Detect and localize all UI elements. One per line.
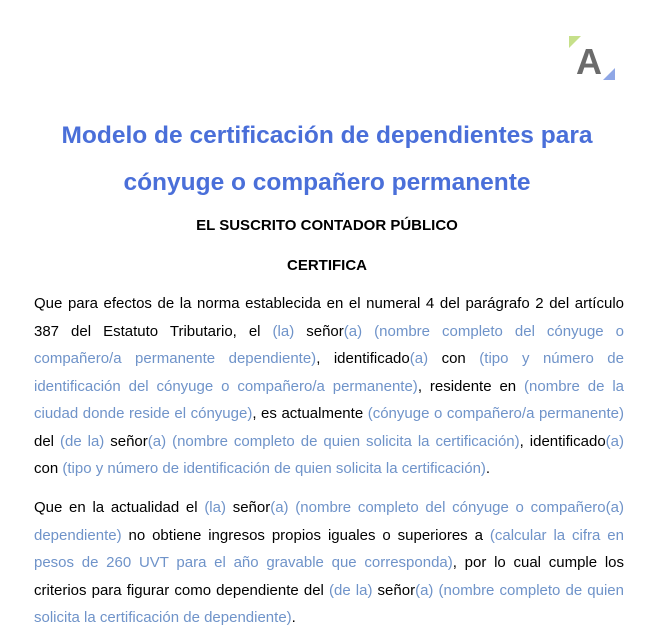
placeholder-text: (la)	[272, 322, 295, 340]
placeholder-text: (a)	[147, 432, 167, 450]
brand-logo-icon	[567, 34, 617, 82]
text-segment: con	[34, 460, 63, 477]
text-segment: .	[291, 609, 296, 626]
text-segment: .	[485, 460, 491, 477]
placeholder-text: (nombre completo del cónyuge o compañero(a) dependiente)	[34, 499, 624, 544]
certifica-heading: CERTIFICA	[287, 257, 367, 274]
text-segment	[362, 323, 374, 340]
placeholder-text: (nombre completo de quien solicita la certificación de dependiente)	[34, 581, 624, 626]
placeholder-text: (a)	[270, 499, 289, 516]
text-segment: señor	[104, 432, 148, 450]
placeholder-text: (nombre completo del cónyuge o compañero/a permanente dependiente)	[34, 322, 624, 367]
text-segment: , residente en	[417, 377, 525, 395]
text-segment: , identificado	[519, 432, 606, 450]
text-segment: señor	[225, 499, 271, 516]
text-segment: del	[34, 432, 60, 450]
placeholder-text: (tipo y número de identificación de quien solicita la certificación)	[62, 460, 486, 477]
placeholder-text: (tipo y número de identificación del cónyuge o compañero/a permanente)	[34, 350, 624, 395]
brand-logo	[567, 34, 617, 82]
placeholder-text: (calcular la cifra en pesos de 260 UVT para el año gravable que corresponda)	[34, 526, 624, 571]
subtitle-heading: EL SUSCRITO CONTADOR PÚBLICO	[196, 217, 458, 234]
placeholder-text: (a)	[409, 350, 429, 367]
placeholder-text: (de la)	[59, 432, 105, 450]
placeholder-text: (a)	[415, 581, 434, 599]
title-line-2: cónyuge o compañero permanente	[123, 169, 531, 196]
placeholder-text: (la)	[204, 499, 226, 516]
placeholder-text: (a)	[605, 432, 625, 450]
text-segment: Que en la actualidad el	[34, 499, 205, 516]
paragraph-2	[34, 494, 624, 632]
placeholder-text: (a)	[343, 322, 363, 340]
text-segment: señor	[372, 581, 416, 599]
placeholder-text: (nombre de la ciudad donde reside el cónyuge)	[34, 377, 625, 422]
text-segment: , es actualmente	[252, 405, 368, 422]
text-segment: no obtiene ingresos propios iguales o superiores a	[121, 526, 490, 544]
text-segment: señor	[294, 322, 344, 340]
text-segment: , por lo cual cumple los criterios para figurar como dependiente del	[34, 554, 624, 599]
placeholder-text: (cónyuge o compañero/a permanente)	[367, 405, 625, 422]
placeholder-text: (nombre completo de quien solicita la certificación)	[172, 432, 520, 450]
placeholder-text: (de la)	[328, 581, 373, 599]
text-segment: Que para efectos de la norma establecida en el numeral 4 del parágrafo 2 del artículo 387 del Estatuto Tributario, el	[34, 295, 624, 340]
text-segment: con	[428, 350, 480, 367]
page-title	[20, 112, 634, 206]
paragraph-1	[34, 290, 624, 483]
title-line-1: Modelo de certificación de dependientes para	[61, 122, 593, 149]
logo-letter: A	[576, 41, 602, 82]
text-segment: , identificado	[316, 350, 410, 367]
